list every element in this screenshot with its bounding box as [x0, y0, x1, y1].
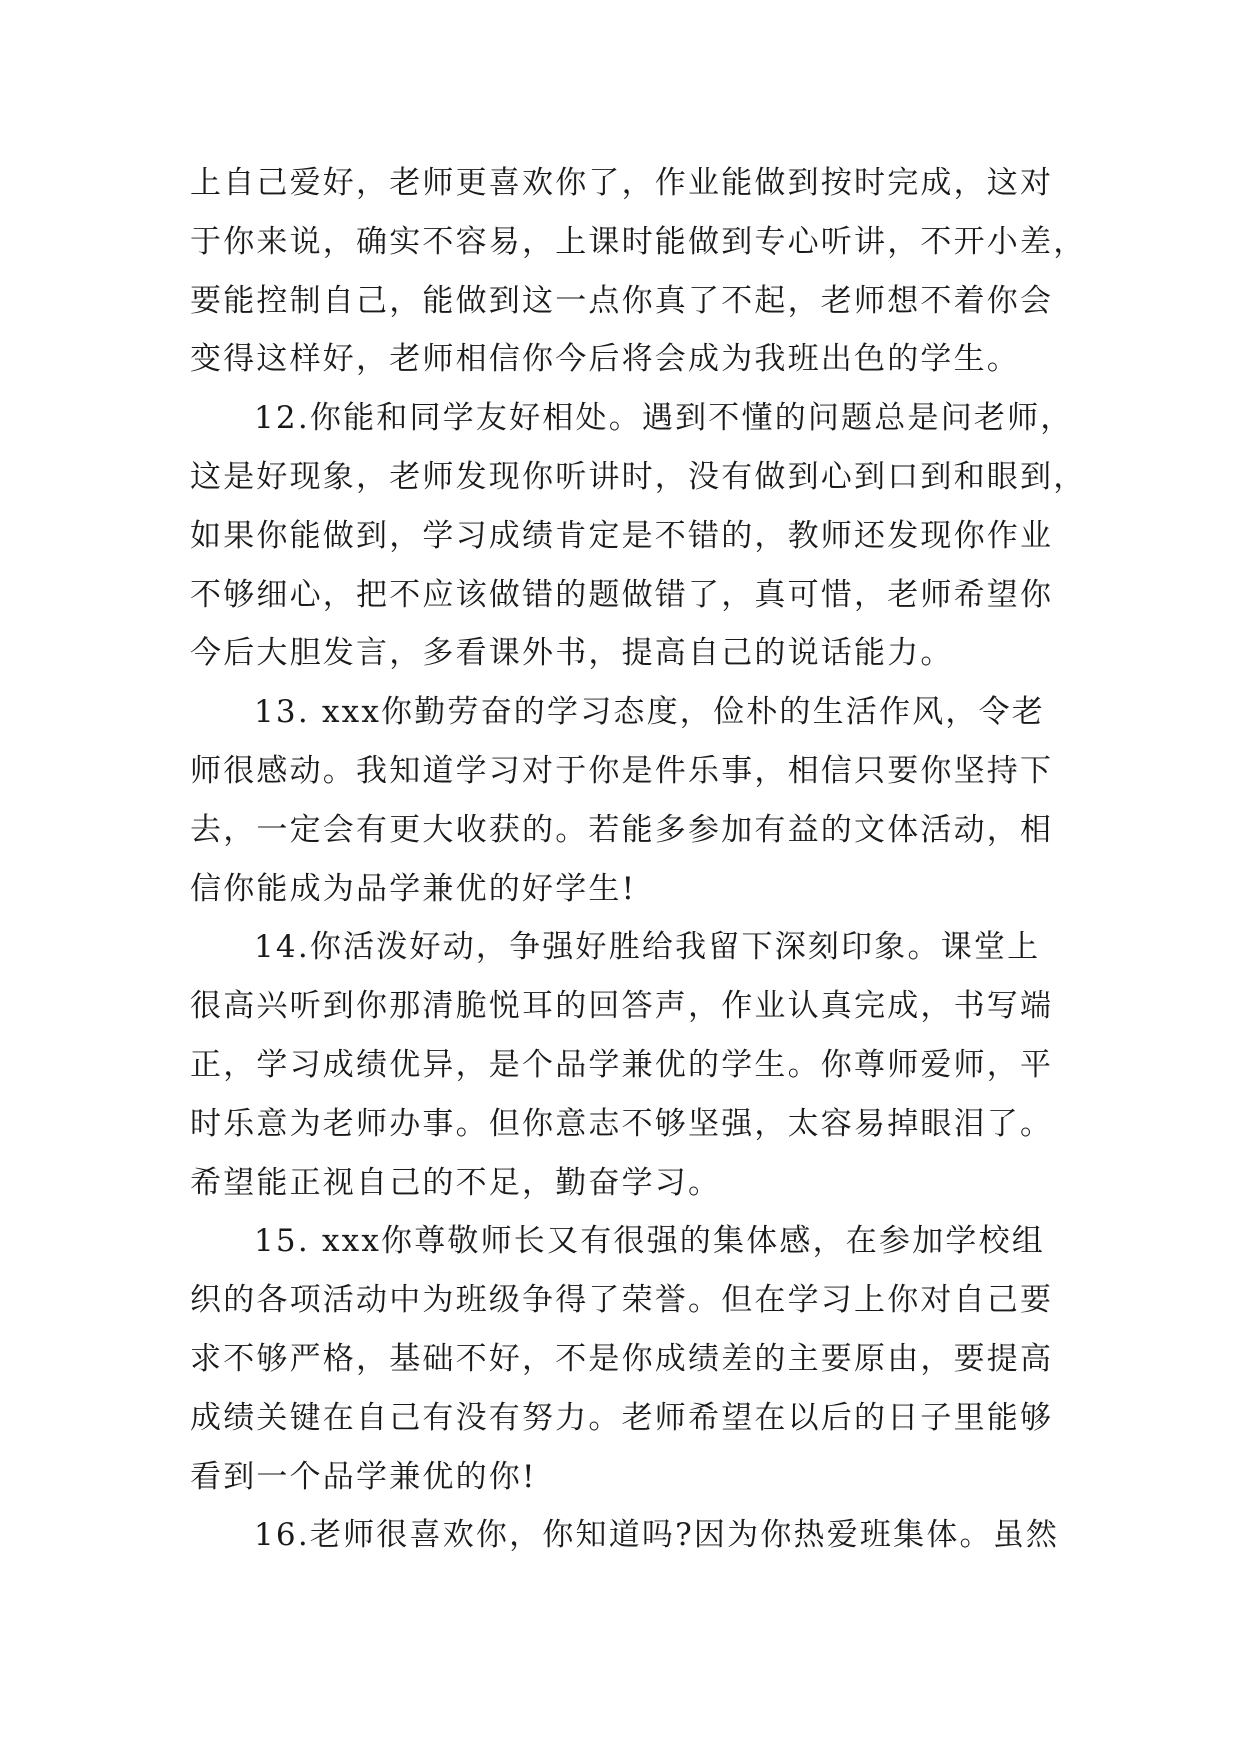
- document-body: [190, 154, 1087, 1565]
- paragraph-start-line: 13. xxx你勤劳奋的学习态度，俭朴的生活作风，令老: [254, 694, 1046, 731]
- paragraph-start-line: 15. xxx你尊敬师长又有很强的集体感，在参加学校组: [254, 1223, 1046, 1260]
- text-line: 师很感动。我知道学习对于你是件乐事，相信只要你坚持下: [190, 752, 1054, 789]
- text-line: 上自己爱好，老师更喜欢你了，作业能做到按时完成，这对: [190, 165, 1054, 201]
- text-line: 变得这样好，老师相信你今后将会成为我班出色的学生。: [190, 341, 1020, 378]
- text-line: 不够细心，把不应该做错的题做错了，真可惜，老师希望你: [190, 576, 1054, 613]
- text-line: 很高兴听到你那清脆悦耳的回答声，作业认真完成，书写端: [190, 988, 1054, 1025]
- text-line: 今后大胆发言，多看课外书，提高自己的说话能力。: [190, 635, 954, 672]
- text-line: 正，学习成绩优异，是个品学兼优的学生。你尊师爱师，平: [190, 1046, 1054, 1083]
- text-line: 希望能正视自己的不足，勤奋学习。: [190, 1164, 722, 1201]
- text-line: 于你来说，确实不容易，上课时能做到专心听讲，不开小差，: [190, 223, 1087, 260]
- text-line: 去，一定会有更大收获的。若能多参加有益的文体活动，相: [190, 811, 1054, 848]
- paragraph-start-line: 12.你能和同学友好相处。遇到不懂的问题总是问老师，: [254, 400, 1074, 437]
- text-line: 成绩关键在自己有没有努力。老师希望在以后的日子里能够: [190, 1399, 1054, 1436]
- text-line: 这是好现象，老师发现你听讲时，没有做到心到口到和眼到，: [190, 458, 1087, 495]
- text-line: 时乐意为老师办事。但你意志不够坚强，太容易掉眼泪了。: [190, 1105, 1054, 1142]
- text-line: 要能控制自己，能做到这一点你真了不起，老师想不着你会: [190, 282, 1054, 319]
- text-line: 看到一个品学兼优的你!: [190, 1458, 537, 1495]
- text-line: 信你能成为品学兼优的好学生!: [190, 870, 637, 907]
- text-line: 织的各项活动中为班级争得了荣誉。但在学习上你对自己要: [190, 1282, 1054, 1319]
- text-line: 如果你能做到，学习成绩肯定是不错的，教师还发现你作业: [190, 517, 1054, 554]
- paragraph-start-line: 16.老师很喜欢你，你知道吗?因为你热爱班集体。虽然: [254, 1517, 1060, 1554]
- paragraph-start-line: 14.你活泼好动，争强好胜给我留下深刻印象。课堂上: [254, 929, 1041, 966]
- text-line: 求不够严格，基础不好，不是你成绩差的主要原由，要提高: [190, 1340, 1054, 1377]
